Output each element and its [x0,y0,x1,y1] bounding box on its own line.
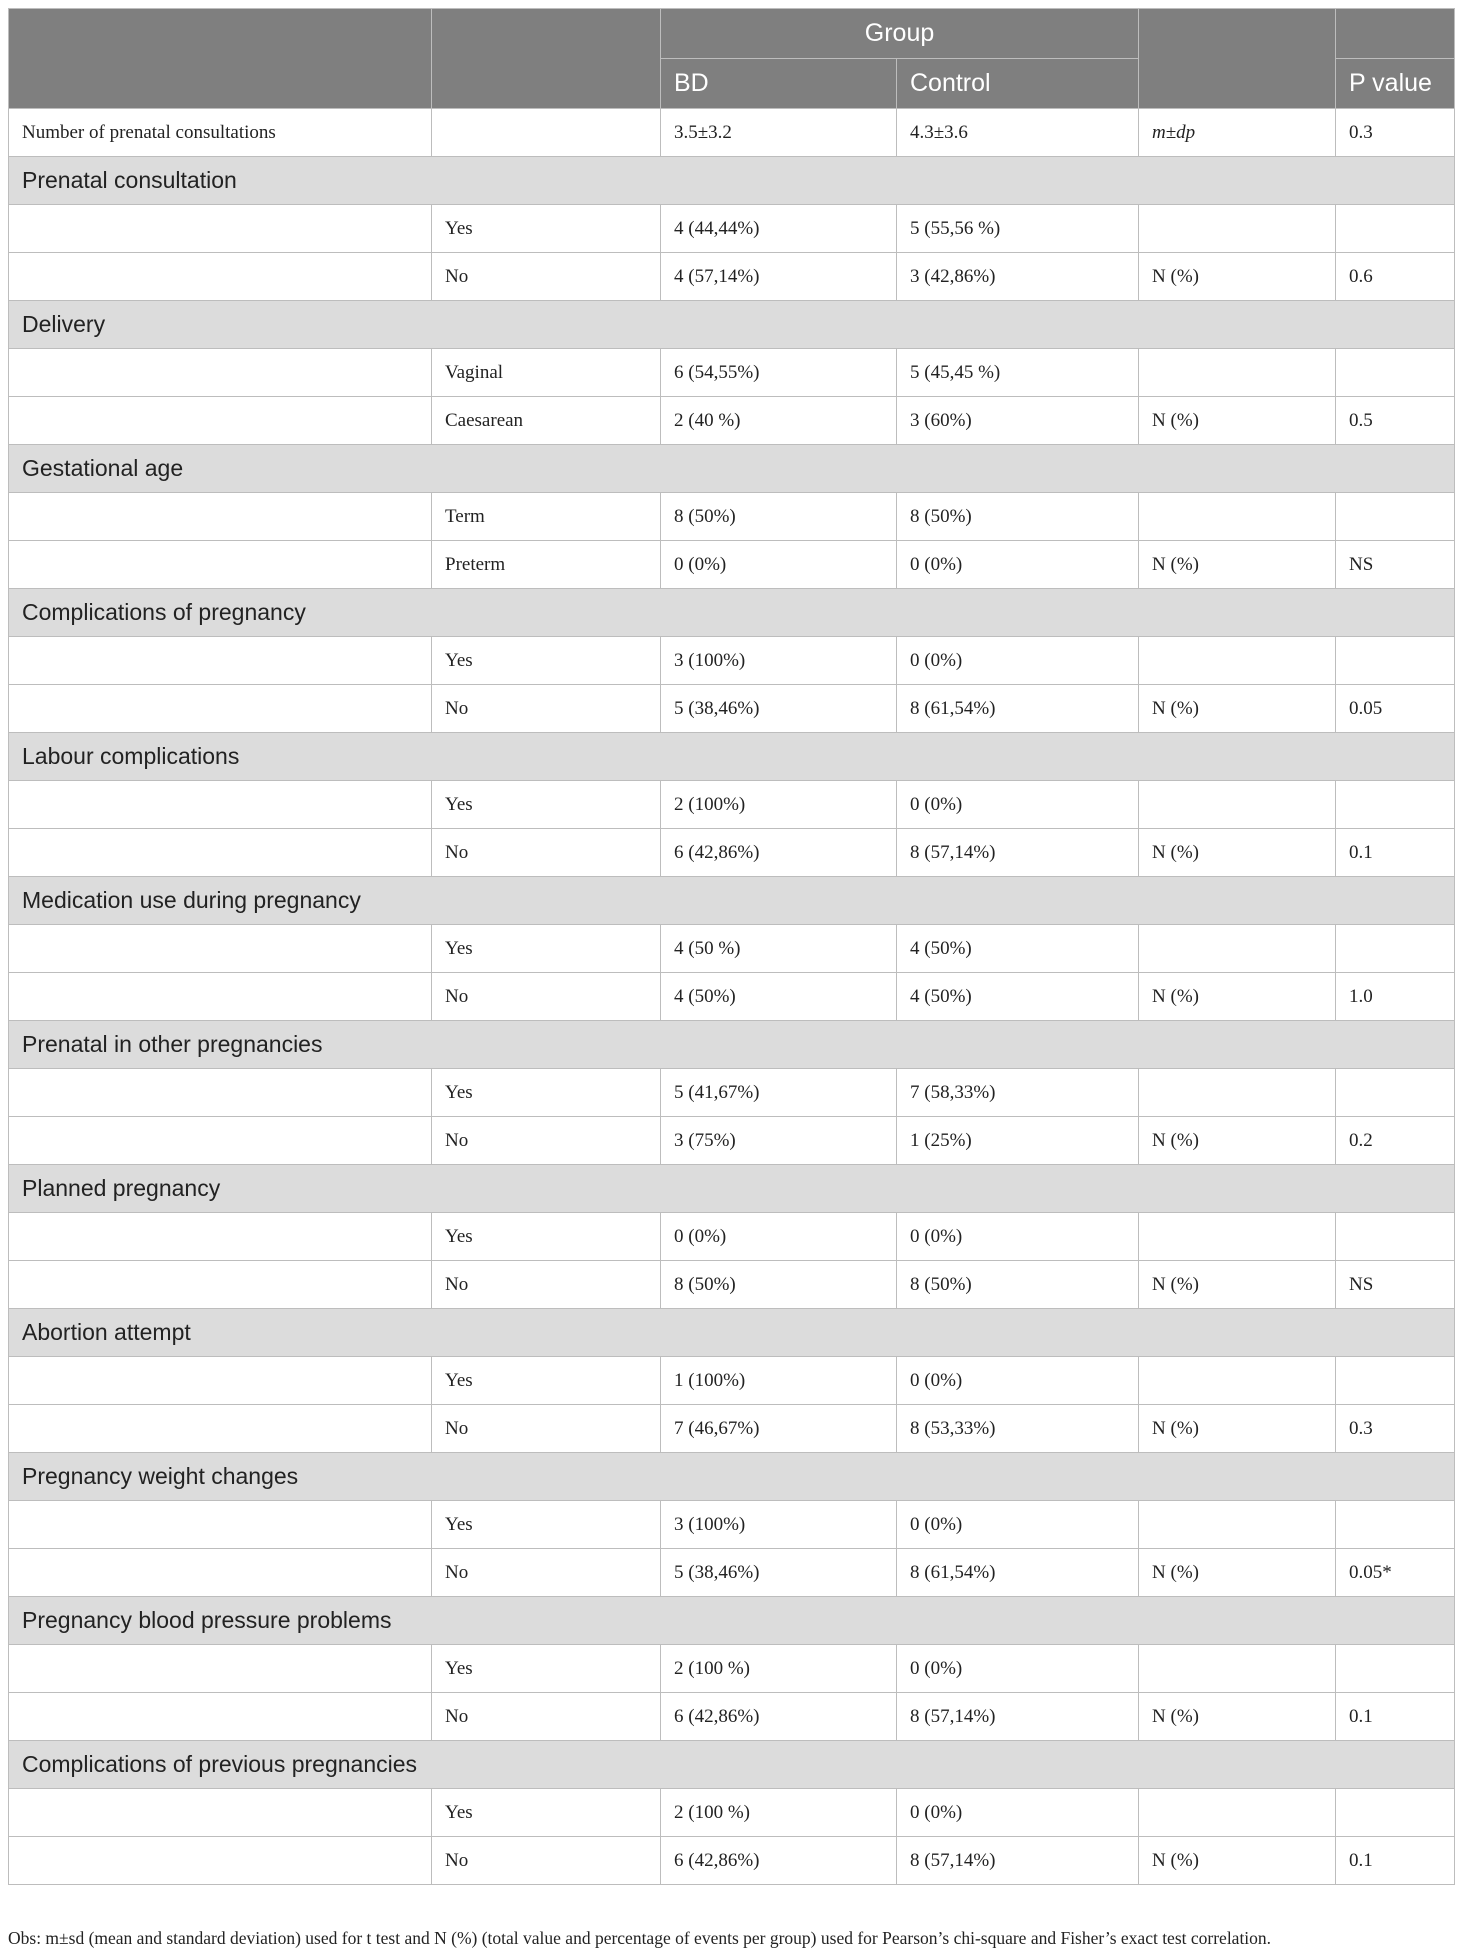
control-value-cell: 1 (25%) [897,1117,1139,1165]
section-row [9,877,1455,925]
control-value-cell: 5 (55,56 %) [897,205,1139,253]
statistic-cell: N (%) [1139,685,1336,733]
p-value-cell: 0.3 [1336,109,1455,157]
row-label-cell [9,1645,432,1693]
header-row-group [9,9,1455,59]
bd-value-cell: 6 (42,86%) [661,1837,897,1885]
table-row [9,1837,1455,1885]
header-blank-p [1336,9,1455,59]
table-row [9,1693,1455,1741]
row-label-cell [9,685,432,733]
section-row [9,1021,1455,1069]
bd-value-cell: 5 (38,46%) [661,685,897,733]
control-value-cell: 0 (0%) [897,1213,1139,1261]
statistic-cell [1139,1501,1336,1549]
bd-value-cell: 7 (46,67%) [661,1405,897,1453]
section-label: Complications of pregnancy [9,589,1455,637]
row-label-cell [9,973,432,1021]
control-value-cell: 4.3±3.6 [897,109,1139,157]
section-row [9,589,1455,637]
row-category-cell: No [432,829,661,877]
section-label: Pregnancy weight changes [9,1453,1455,1501]
p-value-cell [1336,1501,1455,1549]
section-row [9,301,1455,349]
table-row [9,349,1455,397]
section-row [9,1597,1455,1645]
row-label-cell [9,397,432,445]
p-value-cell [1336,1069,1455,1117]
section-label: Medication use during pregnancy [9,877,1455,925]
control-value-cell: 8 (57,14%) [897,829,1139,877]
control-value-cell: 0 (0%) [897,1645,1139,1693]
p-value-cell [1336,1357,1455,1405]
p-value-cell: NS [1336,1261,1455,1309]
row-category-cell: Yes [432,1501,661,1549]
bd-value-cell: 0 (0%) [661,1213,897,1261]
row-category-cell: Yes [432,1069,661,1117]
bd-value-cell: 4 (57,14%) [661,253,897,301]
bd-value-cell: 2 (40 %) [661,397,897,445]
section-row [9,1741,1455,1789]
control-value-cell: 3 (42,86%) [897,253,1139,301]
header-blank-stat [1139,9,1336,109]
section-label: Complications of previous pregnancies [9,1741,1455,1789]
statistic-cell [1139,1213,1336,1261]
bd-value-cell: 4 (50 %) [661,925,897,973]
row-label-cell [9,493,432,541]
bd-value-cell: 5 (41,67%) [661,1069,897,1117]
control-value-cell: 0 (0%) [897,1501,1139,1549]
bd-value-cell: 2 (100 %) [661,1645,897,1693]
row-category-cell [432,109,661,157]
table-container [8,8,1454,1885]
control-value-cell: 0 (0%) [897,781,1139,829]
row-category-cell: No [432,973,661,1021]
bd-value-cell: 6 (54,55%) [661,349,897,397]
row-category-cell: Term [432,493,661,541]
row-label-cell [9,1549,432,1597]
table-row [9,397,1455,445]
section-label: Planned pregnancy [9,1165,1455,1213]
p-value-cell [1336,781,1455,829]
table-row [9,1549,1455,1597]
p-value-cell: 0.05 [1336,685,1455,733]
table-body [9,109,1455,1885]
row-label-cell [9,1789,432,1837]
bd-value-cell: 5 (38,46%) [661,1549,897,1597]
control-value-cell: 8 (50%) [897,1261,1139,1309]
row-label-cell [9,829,432,877]
row-category-cell: No [432,685,661,733]
section-row [9,157,1455,205]
bd-value-cell: 8 (50%) [661,493,897,541]
control-value-cell: 0 (0%) [897,541,1139,589]
p-value-cell: 0.6 [1336,253,1455,301]
table-row [9,829,1455,877]
table-row [9,1213,1455,1261]
bd-value-cell: 0 (0%) [661,541,897,589]
statistic-cell: N (%) [1139,1405,1336,1453]
row-category-cell: Yes [432,205,661,253]
statistic-cell [1139,925,1336,973]
statistic-cell: N (%) [1139,1837,1336,1885]
row-label-cell [9,1117,432,1165]
section-label: Gestational age [9,445,1455,493]
table-row [9,1789,1455,1837]
statistic-cell: N (%) [1139,541,1336,589]
row-label-cell [9,1069,432,1117]
header-blank-sub [432,9,661,109]
control-value-cell: 8 (50%) [897,493,1139,541]
statistic-cell [1139,637,1336,685]
p-value-cell: 0.2 [1336,1117,1455,1165]
section-row [9,445,1455,493]
row-category-cell: Yes [432,1357,661,1405]
row-label-cell [9,637,432,685]
control-value-cell: 5 (45,45 %) [897,349,1139,397]
bd-value-cell: 6 (42,86%) [661,1693,897,1741]
table-row [9,973,1455,1021]
row-label-cell [9,1837,432,1885]
control-value-cell: 8 (61,54%) [897,685,1139,733]
row-label-cell [9,1693,432,1741]
p-value-cell [1336,1645,1455,1693]
section-label: Abortion attempt [9,1309,1455,1357]
row-category-cell: No [432,253,661,301]
section-label: Prenatal in other pregnancies [9,1021,1455,1069]
section-row [9,733,1455,781]
p-value-cell: 1.0 [1336,973,1455,1021]
header-control: Control [897,59,1139,109]
row-category-cell: No [432,1405,661,1453]
statistic-cell [1139,781,1336,829]
row-label-cell [9,1501,432,1549]
row-category-cell: Yes [432,781,661,829]
control-value-cell: 0 (0%) [897,1357,1139,1405]
footnote: Obs: m±sd (mean and standard deviation) used for t test and N (%) (total value and percentage of events per group) used for Pearson’s chi-square and Fisher’s exact test correlation. [8,1928,1272,1948]
row-category-cell: Yes [432,925,661,973]
results-table [8,8,1455,1885]
p-value-cell [1336,493,1455,541]
bd-value-cell: 2 (100%) [661,781,897,829]
table-row [9,109,1455,157]
statistic-cell [1139,1645,1336,1693]
table-row [9,1069,1455,1117]
p-value-cell [1336,349,1455,397]
table-row [9,1261,1455,1309]
statistic-cell [1139,1069,1336,1117]
p-value-cell: 0.5 [1336,397,1455,445]
header-blank-label [9,9,432,109]
header-bd: BD [661,59,897,109]
row-category-cell: Yes [432,637,661,685]
control-value-cell: 8 (57,14%) [897,1837,1139,1885]
row-label-cell [9,205,432,253]
section-label: Pregnancy blood pressure problems [9,1597,1455,1645]
control-value-cell: 8 (61,54%) [897,1549,1139,1597]
row-label-cell [9,541,432,589]
row-category-cell: No [432,1549,661,1597]
table-row [9,541,1455,589]
row-label-cell [9,1405,432,1453]
bd-value-cell: 3 (100%) [661,637,897,685]
statistic-cell: N (%) [1139,973,1336,1021]
bd-value-cell: 4 (44,44%) [661,205,897,253]
table-row [9,205,1455,253]
table-header [9,9,1455,109]
bd-value-cell: 3 (100%) [661,1501,897,1549]
row-label-cell [9,1357,432,1405]
section-row [9,1309,1455,1357]
row-category-cell: No [432,1261,661,1309]
section-label: Labour complications [9,733,1455,781]
row-label-cell [9,1261,432,1309]
control-value-cell: 4 (50%) [897,925,1139,973]
statistic-cell: N (%) [1139,397,1336,445]
bd-value-cell: 6 (42,86%) [661,829,897,877]
table-row [9,925,1455,973]
statistic-cell: N (%) [1139,829,1336,877]
table-row [9,1117,1455,1165]
header-group: Group [661,9,1139,59]
table-row [9,685,1455,733]
row-label-cell [9,781,432,829]
p-value-cell [1336,925,1455,973]
statistic-cell: N (%) [1139,1117,1336,1165]
row-label-cell [9,253,432,301]
control-value-cell: 0 (0%) [897,1789,1139,1837]
statistic-cell [1139,349,1336,397]
table-row [9,1357,1455,1405]
p-value-cell [1336,1213,1455,1261]
row-label-cell [9,1213,432,1261]
p-value-cell: 0.1 [1336,1837,1455,1885]
p-value-cell: 0.1 [1336,829,1455,877]
table-row [9,637,1455,685]
p-value-cell: NS [1336,541,1455,589]
p-value-cell: 0.1 [1336,1693,1455,1741]
bd-value-cell: 3 (75%) [661,1117,897,1165]
table-row [9,781,1455,829]
row-category-cell: Yes [432,1213,661,1261]
control-value-cell: 4 (50%) [897,973,1139,1021]
p-value-cell: 0.3 [1336,1405,1455,1453]
bd-value-cell: 1 (100%) [661,1357,897,1405]
statistic-cell: m±dp [1139,109,1336,157]
statistic-cell [1139,493,1336,541]
control-value-cell: 8 (53,33%) [897,1405,1139,1453]
row-category-cell: No [432,1117,661,1165]
bd-value-cell: 3.5±3.2 [661,109,897,157]
control-value-cell: 7 (58,33%) [897,1069,1139,1117]
bd-value-cell: 8 (50%) [661,1261,897,1309]
p-value-cell [1336,1789,1455,1837]
table-row [9,253,1455,301]
row-category-cell: Vaginal [432,349,661,397]
row-category-cell: Yes [432,1789,661,1837]
statistic-cell: N (%) [1139,1261,1336,1309]
bd-value-cell: 4 (50%) [661,973,897,1021]
table-row [9,1645,1455,1693]
statistic-cell [1139,1357,1336,1405]
p-value-cell: 0.05* [1336,1549,1455,1597]
row-label-cell [9,349,432,397]
control-value-cell: 8 (57,14%) [897,1693,1139,1741]
row-category-cell: Caesarean [432,397,661,445]
table-row [9,1405,1455,1453]
statistic-cell: N (%) [1139,1549,1336,1597]
statistic-cell: N (%) [1139,1693,1336,1741]
table-row [9,1501,1455,1549]
row-category-cell: Yes [432,1645,661,1693]
row-label-cell: Number of prenatal consultations [9,109,432,157]
bd-value-cell: 2 (100 %) [661,1789,897,1837]
control-value-cell: 3 (60%) [897,397,1139,445]
row-category-cell: No [432,1837,661,1885]
statistic-cell [1139,205,1336,253]
control-value-cell: 0 (0%) [897,637,1139,685]
p-value-cell [1336,205,1455,253]
table-row [9,493,1455,541]
header-pvalue: P value [1336,59,1455,109]
row-label-cell [9,925,432,973]
row-category-cell: No [432,1693,661,1741]
row-category-cell: Preterm [432,541,661,589]
statistic-cell: N (%) [1139,253,1336,301]
section-row [9,1165,1455,1213]
section-row [9,1453,1455,1501]
section-label: Prenatal consultation [9,157,1455,205]
statistic-cell [1139,1789,1336,1837]
section-label: Delivery [9,301,1455,349]
p-value-cell [1336,637,1455,685]
